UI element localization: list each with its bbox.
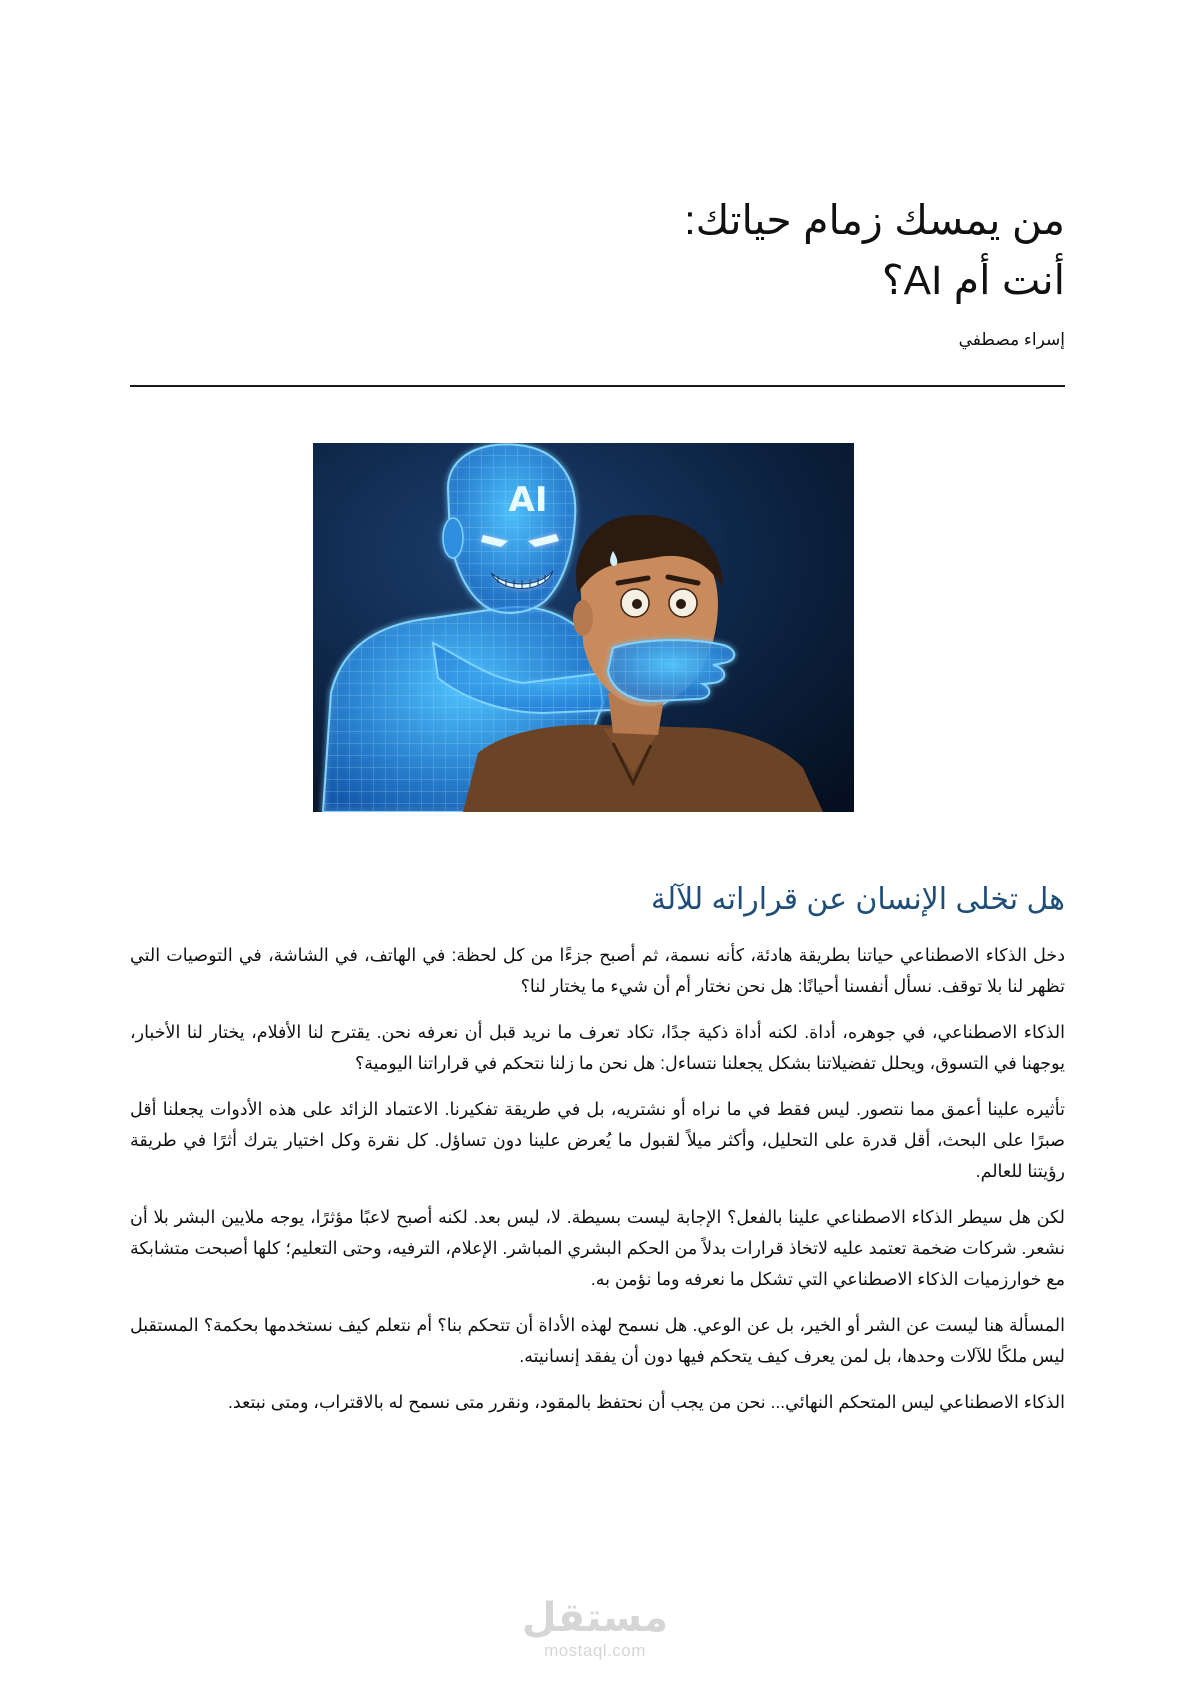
hero-illustration [313, 443, 854, 812]
paragraph-6: الذكاء الاصطناعي ليس المتحكم النهائي... نحن من يجب أن نحتفظ بالمقود، ونقرر متى نسمح له بالاقتراب، ومتى نبتعد. [227, 1392, 1065, 1412]
ai-covering-mouth-illustration [313, 443, 854, 812]
title-divider [130, 385, 1065, 387]
section-heading: هل تخلى الإنسان عن قراراته للآلة [650, 883, 1065, 916]
paragraph-5: المسألة هنا ليست عن الشر أو الخير، بل عن الوعي. هل نسمح لهذه الأداة أن تتحكم بنا؟ أم نتعلم كيف نستخدمها بحكمة؟ المستقبل ليس ملكًا للآلات وحدها، بل لمن يعرف كيف يتحكم فيها دون أن يفقد إنسانيته. [130, 1315, 1065, 1366]
article-title-line-1: من يمسك زمام حياتك: [684, 197, 1065, 243]
paragraph-1: دخل الذكاء الاصطناعي حياتنا بطريقة هادئة، كأنه نسمة، ثم أصبح جزءًا من كل لحظة: في الهاتف، في الشاشة، في التوصيات التي تظهر لنا بلا توقف. نسأل أنفسنا أحيانًا: هل نحن نختار أم أن شيء ما يختار لنا؟ [130, 945, 1065, 996]
article-body [130, 940, 1065, 1433]
paragraph-4: لكن هل سيطر الذكاء الاصطناعي علينا بالفعل؟ الإجابة ليست بسيطة. لا، ليس بعد. لكنه أصبح لاعبًا مؤثرًا، يوجه ملايين البشر بلا أن نشعر. شركات ضخمة تعتمد عليه لاتخاذ قرارات بدلاً من الحكم البشري المباشر. الإعلام، الترفيه، وحتى التعليم؛ كلها أصبحت متشابكة مع خوارزميات الذكاء الاصطناعي التي تشكل ما نعرفه وما نؤمن به. [130, 1207, 1065, 1289]
article-title-line-2: أنت أم AI؟ [881, 257, 1065, 303]
article-title [130, 190, 1065, 310]
mostaql-watermark [0, 1595, 1190, 1661]
ai-forehead-label: AI [508, 480, 548, 520]
paragraph-3: تأثيره علينا أعمق مما نتصور. ليس فقط في ما نراه أو نشتريه، بل في طريقة تفكيرنا. الاعتماد الزائد على هذه الأدوات يجعلنا أقل صبرًا على البحث، أقل قدرة على التحليل، وأكثر ميلاً لقبول ما يُعرض علينا دون تساؤل. كل نقرة وكل اختيار يترك أثرًا في طريقة رؤيتنا للعالم. [130, 1099, 1065, 1181]
watermark-latin: mostaql.com [544, 1641, 646, 1660]
watermark-arabic: مستقل [521, 1595, 669, 1641]
paragraph-2: الذكاء الاصطناعي، في جوهره، أداة. لكنه أداة ذكية جدًا، تكاد تعرف ما نريد قبل أن نعرفه نحن. يقترح لنا الأفلام، يختار لنا الأخبار، يوجهنا في التسوق، ويحلل تفضيلاتنا بشكل يجعلنا نتساءل: هل نحن ما زلنا نتحكم في قراراتنا اليومية؟ [130, 1022, 1065, 1073]
document-page [130, 0, 1065, 1684]
author-name: إسراء مصطفي [958, 330, 1065, 349]
